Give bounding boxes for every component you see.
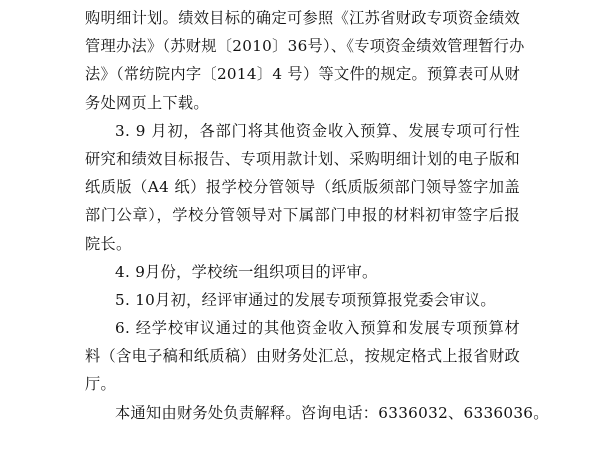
text-line-2: 管理办法》（苏财规〔2010〕36号）、《专项资金绩效管理暂行办 — [85, 37, 525, 56]
text-line-14: 厅。 — [85, 375, 116, 394]
text-line-13: 料（含电子稿和纸质稿）由财务处汇总，按规定格式上报省财政 — [85, 347, 520, 366]
text-line-10: 4. 9月份，学校统一组织项目的评审。 — [115, 262, 378, 281]
text-line-5: 3. 9 月初，各部门将其他资金收入预算、发展专项可行性 — [115, 121, 520, 140]
text-line-12: 6. 经学校审议通过的其他资金收入预算和发展专项预算材 — [115, 319, 520, 338]
text-line-6: 研究和绩效目标报告、专项用款计划、采购明细计划的电子版和 — [85, 149, 520, 168]
text-line-15: 本通知由财务处负责解释。咨询电话：6336032、6336036。 — [115, 403, 549, 422]
text-line-4: 务处网页上下载。 — [85, 93, 209, 112]
text-line-11: 5. 10月初，经评审通过的发展专项预算报党委会审议。 — [115, 290, 496, 309]
text-line-8: 部门公章），学校分管领导对下属部门申报的材料初审签字后报 — [85, 206, 520, 225]
text-line-7: 纸质版（A4 纸）报学校分管领导（纸质版须部门领导签字加盖 — [85, 178, 520, 197]
text-line-3: 法》（常纺院内字〔2014〕4 号）等文件的规定。预算表可从财 — [85, 65, 520, 84]
text-line-9: 院长。 — [85, 234, 132, 253]
text-line-1: 购明细计划。绩效目标的确定可参照《江苏省财政专项资金绩效 — [85, 9, 520, 27]
